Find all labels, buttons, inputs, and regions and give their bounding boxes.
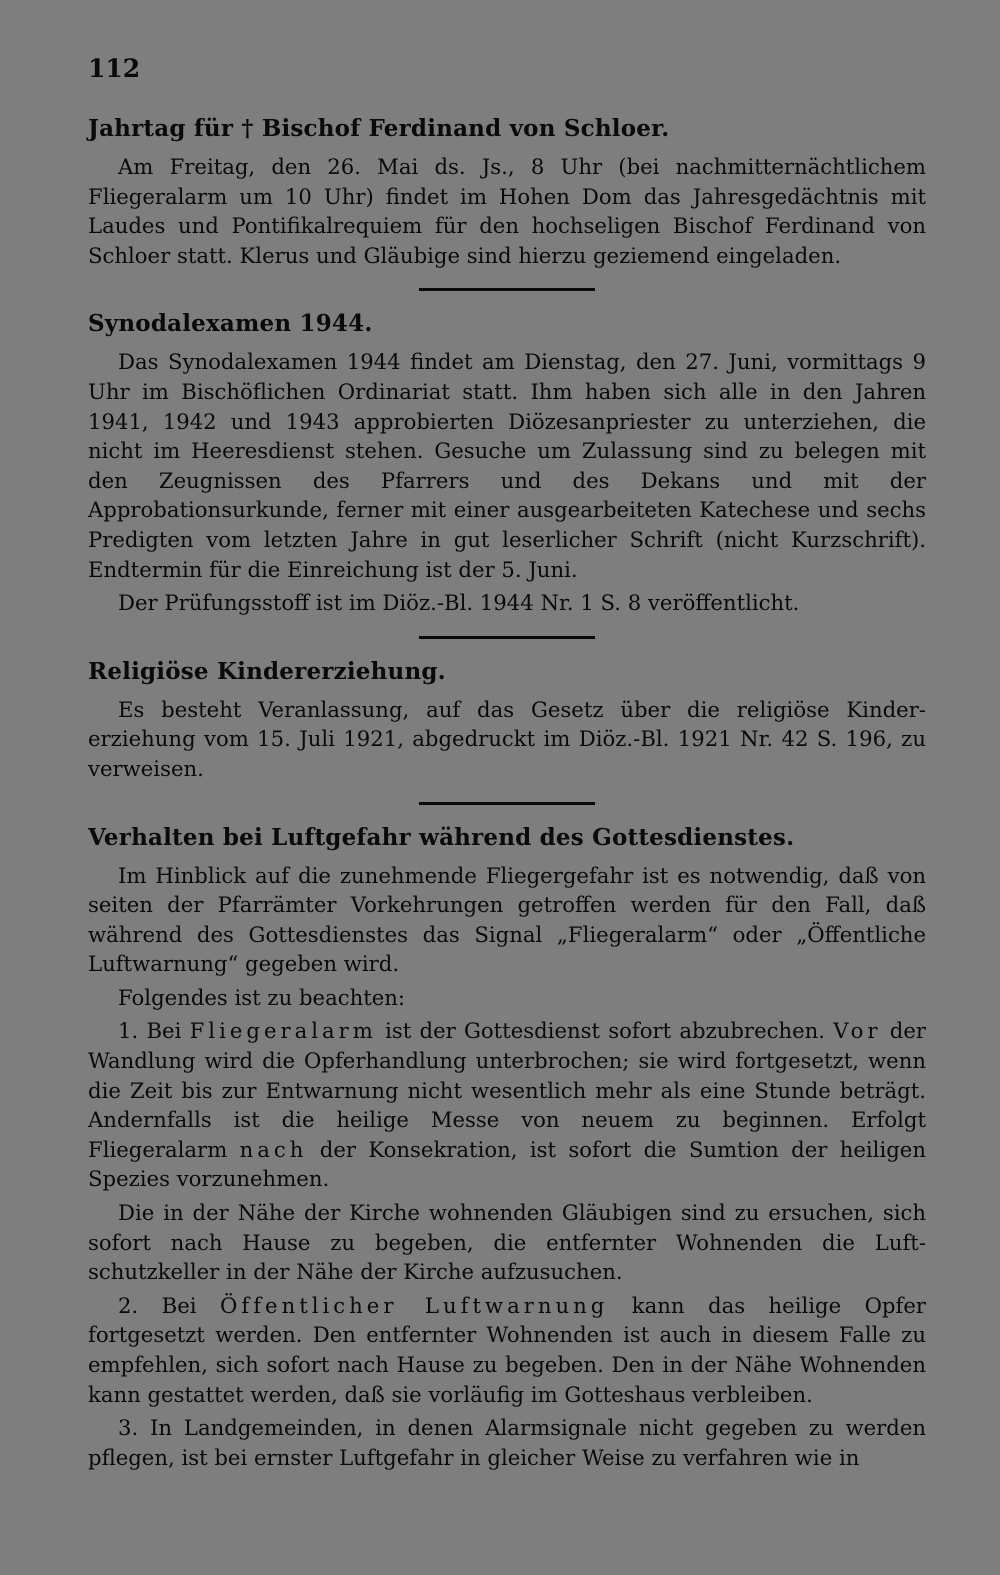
emphasis-text: nach: [239, 1136, 308, 1162]
section-divider: [419, 802, 595, 805]
section-divider: [419, 288, 595, 291]
list-item-text: kann das heilige Opfer fortgesetzt werden. Den entfernter Wohnenden ist auch in diesem Falle zu empfehlen, sich sofort nach Hause zu begeben. Den in der Nähe Wohnenden kann gestattet werden, daß sie vorläufig im Gotteshaus verbleiben.: [88, 1292, 927, 1407]
paragraph: Am Freitag, den 26. Mai ds. Js., 8 Uhr (bei nachmitternächtlichem Fliegeralarm um 10 Uhr) findet im Hohen Dom das Jahresgedächtnis mit Laudes und Pontifikalrequiem für den hochseligen Bischof Ferdinand von Schloer statt. Klerus und Gläubige sind hierzu geziemend eingeladen.: [88, 154, 926, 268]
paragraph: Folgendes ist zu beachten:: [118, 984, 406, 1010]
section-kindererziehung: [88, 655, 926, 784]
section-divider: [419, 636, 595, 639]
section-jahrtag: [88, 112, 926, 270]
emphasis-text: Fliegeralarm: [189, 1018, 377, 1044]
list-item-text: der Wandlung wird die Opferhandlung unterbrochen; sie wird fortgesetzt, wenn die Zeit bis zur Entwarnung nicht wesentlich mehr als eine Stunde beträgt. Andernfalls ist die heilige Messe von neuem zu beginnen. Erfolgt Fliegeralarm: [88, 1018, 927, 1162]
paragraph: Die in der Nähe der Kirche wohnenden Gläubigen sind zu ersuchen, sich sofort nach Hause zu begeben, die entfernter Wohnenden die Luftschutzkeller in der Nähe der Kirche aufzusuchen.: [88, 1200, 926, 1285]
list-item-1: [88, 1016, 926, 1194]
paragraph: Im Hinblick auf die zunehmende Fliegergefahr ist es notwendig, daß von seiten der Pfarrämter Vorkehrungen getroffen werden für den Fall, daß während des Gottesdienstes das Signal „Fliegeralarm“ oder „Öffentliche Luftwarnung“ gegeben wird.: [88, 862, 926, 977]
section-synodalexamen: [88, 307, 926, 617]
section-heading: Synodalexamen 1944.: [88, 310, 373, 338]
section-heading: Jahrtag für † Bischof Ferdinand von Schloer.: [88, 115, 670, 142]
page-number: 112: [88, 54, 141, 83]
document-page: [88, 52, 926, 1472]
section-heading: Verhalten bei Luftgefahr während des Gottesdienstes.: [88, 823, 795, 851]
paragraph: Der Prüfungsstoff ist im Diöz.-Bl. 1944 Nr. 1 S. 8 veröffentlicht.: [118, 590, 800, 616]
list-item-3: 3. In Landgemeinden, in denen Alarmsignale nicht gegeben zu werden pflegen, ist bei ernster Luftgefahr in gleicher Weise zu verfahren wie in: [88, 1415, 926, 1470]
paragraph: Es besteht Veranlassung, auf das Gesetz über die religiöse Kindererziehung vom 15. Juli 1921, abgedruckt im Diöz.-Bl. 1921 Nr. 42 S. 196, zu verweisen.: [88, 696, 926, 781]
paragraph: Das Synodalexamen 1944 findet am Dienstag, den 27. Juni, vormittags 9 Uhr im Bischöflichen Ordinariat statt. Ihm haben sich alle in den Jahren 1941, 1942 und 1943 approbierten Diözesanpriester zu unterziehen, die nicht im Heeresdienst stehen. Gesuche um Zulassung sind zu belegen mit den Zeugnissen des Pfarrers und des Dekans und mit der Approbationsurkunde, ferner mit einer ausgearbeiteten Katechese und sechs Predigten vom letzten Jahre in gut leserlicher Schrift (nicht Kurzschrift). Endtermin für die Einreichung ist der 5. Juni.: [88, 349, 926, 582]
list-item-text: ist der Gottesdienst sofort abzubrechen.: [376, 1018, 834, 1044]
list-item-prefix: 2. Bei: [118, 1292, 220, 1318]
section-luftgefahr: [88, 821, 926, 1473]
emphasis-text: Vor: [833, 1018, 882, 1044]
emphasis-text: Öffentlicher Luftwarnung: [219, 1292, 609, 1318]
list-item-prefix: 1. Bei: [118, 1018, 190, 1044]
list-item-2: [88, 1291, 926, 1409]
section-heading: Religiöse Kindererziehung.: [88, 657, 446, 685]
list-item-text: der Konsekration, ist sofort die Sumtion der heiligen Spezies vorzunehmen.: [88, 1136, 926, 1192]
